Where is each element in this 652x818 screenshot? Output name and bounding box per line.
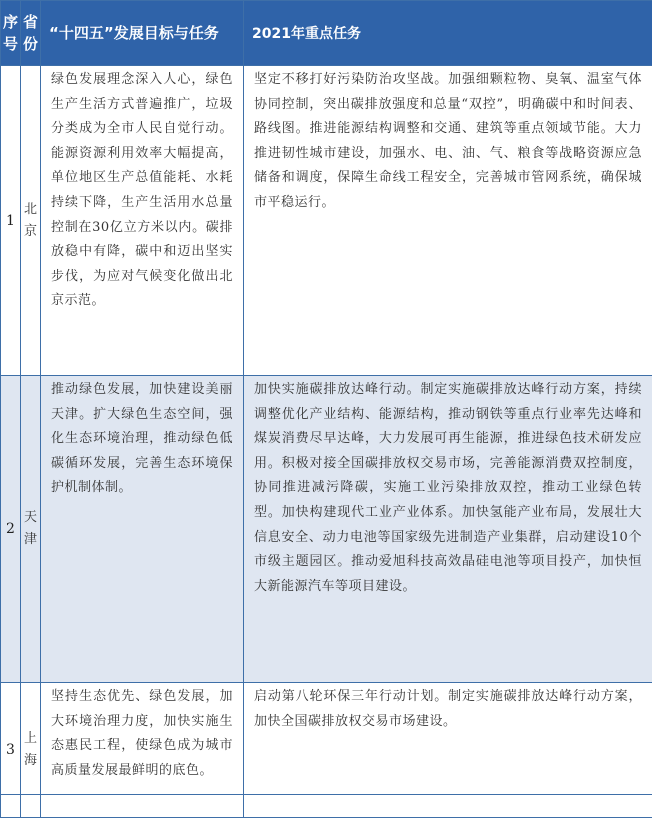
table-row: [1, 66, 652, 376]
table-header-row: [1, 1, 652, 66]
header-seq: 序号: [1, 1, 21, 66]
row-goals: 坚持生态优先、绿色发展，加大环境治理力度，加快实施生态惠民工程，使绿色成为城市高质量发展最鲜明的底色。: [41, 683, 244, 818]
row-tasks: 坚定不移打好污染防治攻坚战。加强细颗粒物、臭氧、温室气体协同控制，突出碳排放强度和总量“双控”，明确碳中和时间表、路线图。推进能源结构调整和交通、建筑等重点领域节能。大力推进韧性城市建设，加强水、电、油、气、粮食等战略资源应急储备和调度，保障生命线工程安全，完善城市管网系统，确保城市平稳运行。: [244, 66, 652, 376]
row-goals: 绿色发展理念深入人心，绿色生产生活方式普遍推广，垃圾分类成为全市人民自觉行动。能源资源利用效率大幅提高，单位地区生产总值能耗、水耗持续下降，生产生活用水总量控制在30亿立方米以内。碳排放稳中有降，碳中和迈出坚实步伐，为应对气候变化做出北京示范。: [41, 66, 244, 376]
header-tasks: 2021年重点任务: [244, 1, 652, 66]
row-goals: 推动绿色发展，加快建设美丽天津。扩大绿色生态空间，强化生态环境治理，推动绿色低碳循环发展，完善生态环境保护机制体制。: [41, 376, 244, 683]
row-seq: 1: [1, 66, 21, 376]
row-province: 天津: [21, 376, 41, 683]
header-province: 省份: [21, 1, 41, 66]
row-tasks: 加快实施碳排放达峰行动。制定实施碳排放达峰行动方案，持续调整优化产业结构、能源结构，推动钢铁等重点行业率先达峰和煤炭消费尽早达峰，大力发展可再生能源，推进绿色技术研发应用。积极对接全国碳排放权交易市场，完善能源消费双控制度，协同推进减污降碳，实施工业污染排放双控，推动工业绿色转型。加快构建现代工业产业体系。加快氢能产业布局，发展壮大信息安全、动力电池等国家级先进制造产业集群，启动建设10个市级主题园区。推动爱旭科技高效晶硅电池等项目投产，加快恒大新能源汽车等项目建设。: [244, 376, 652, 683]
row-tasks: 启动第八轮环保三年行动计划。制定实施碳排放达峰行动方案，加快全国碳排放权交易市场建设。: [244, 683, 652, 818]
row-province: 上海: [21, 683, 41, 818]
row-seq: 3: [1, 683, 21, 818]
row-seq: 2: [1, 376, 21, 683]
table-row: [1, 376, 652, 683]
row-province: 北京: [21, 66, 41, 376]
header-goals: “十四五”发展目标与任务: [41, 1, 244, 66]
